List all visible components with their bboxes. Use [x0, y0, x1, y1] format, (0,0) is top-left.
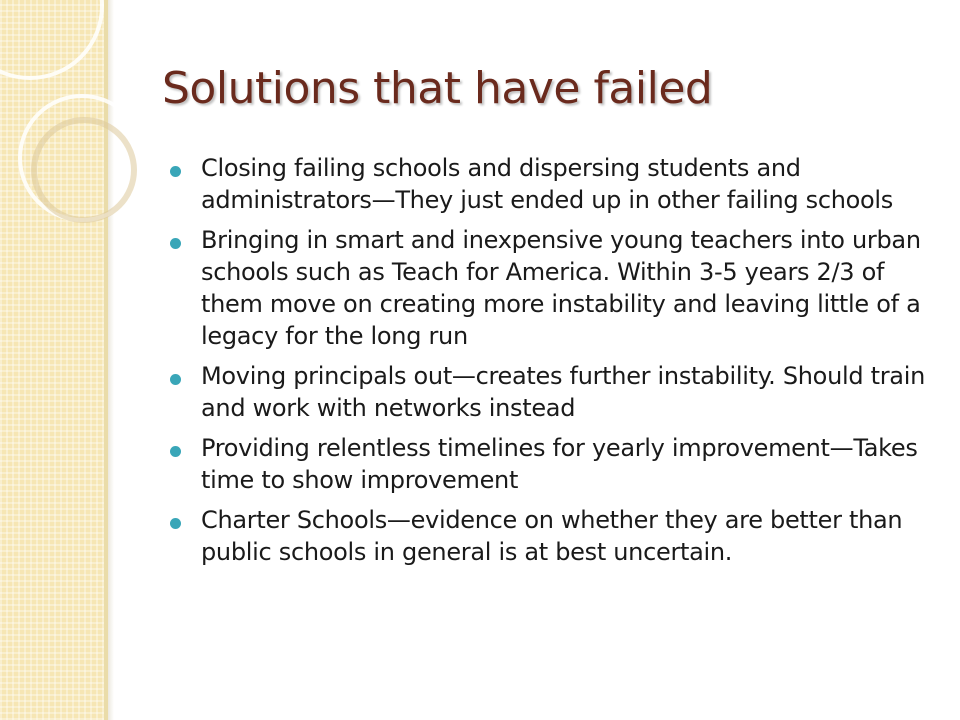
bullet-text: Bringing in smart and inexpensive young teachers into urban schools such as Teach for America. Within 3-5 years 2/3 of them move on creating more instability and leaving little of a legacy for the long run	[201, 226, 921, 350]
bullet-item-moving-principals	[170, 360, 940, 424]
bullet-item-charter-schools	[170, 504, 940, 568]
bullet-dot-icon	[170, 166, 181, 177]
bullet-item-young-teachers	[170, 224, 940, 352]
decorative-circle-large	[0, 0, 102, 78]
bullet-dot-icon	[170, 446, 181, 457]
bullet-dot-icon	[170, 374, 181, 385]
bullet-dot-icon	[170, 238, 181, 249]
bullet-text: Charter Schools—evidence on whether they are better than public schools in general is at best uncertain.	[201, 506, 903, 566]
decorative-circle-small	[34, 120, 134, 220]
bullet-item-closing-schools	[170, 152, 940, 216]
bullet-text: Closing failing schools and dispersing students and administrators—They just ended up in other failing schools	[201, 154, 893, 214]
bullet-text: Moving principals out—creates further instability. Should train and work with networks instead	[201, 362, 925, 422]
bullet-dot-icon	[170, 518, 181, 529]
slide-title: Solutions that have failed	[162, 63, 713, 114]
bullet-list	[170, 152, 940, 576]
bullet-item-relentless-timelines	[170, 432, 940, 496]
bullet-text: Providing relentless timelines for yearly improvement—Takes time to show improvement	[201, 434, 918, 494]
